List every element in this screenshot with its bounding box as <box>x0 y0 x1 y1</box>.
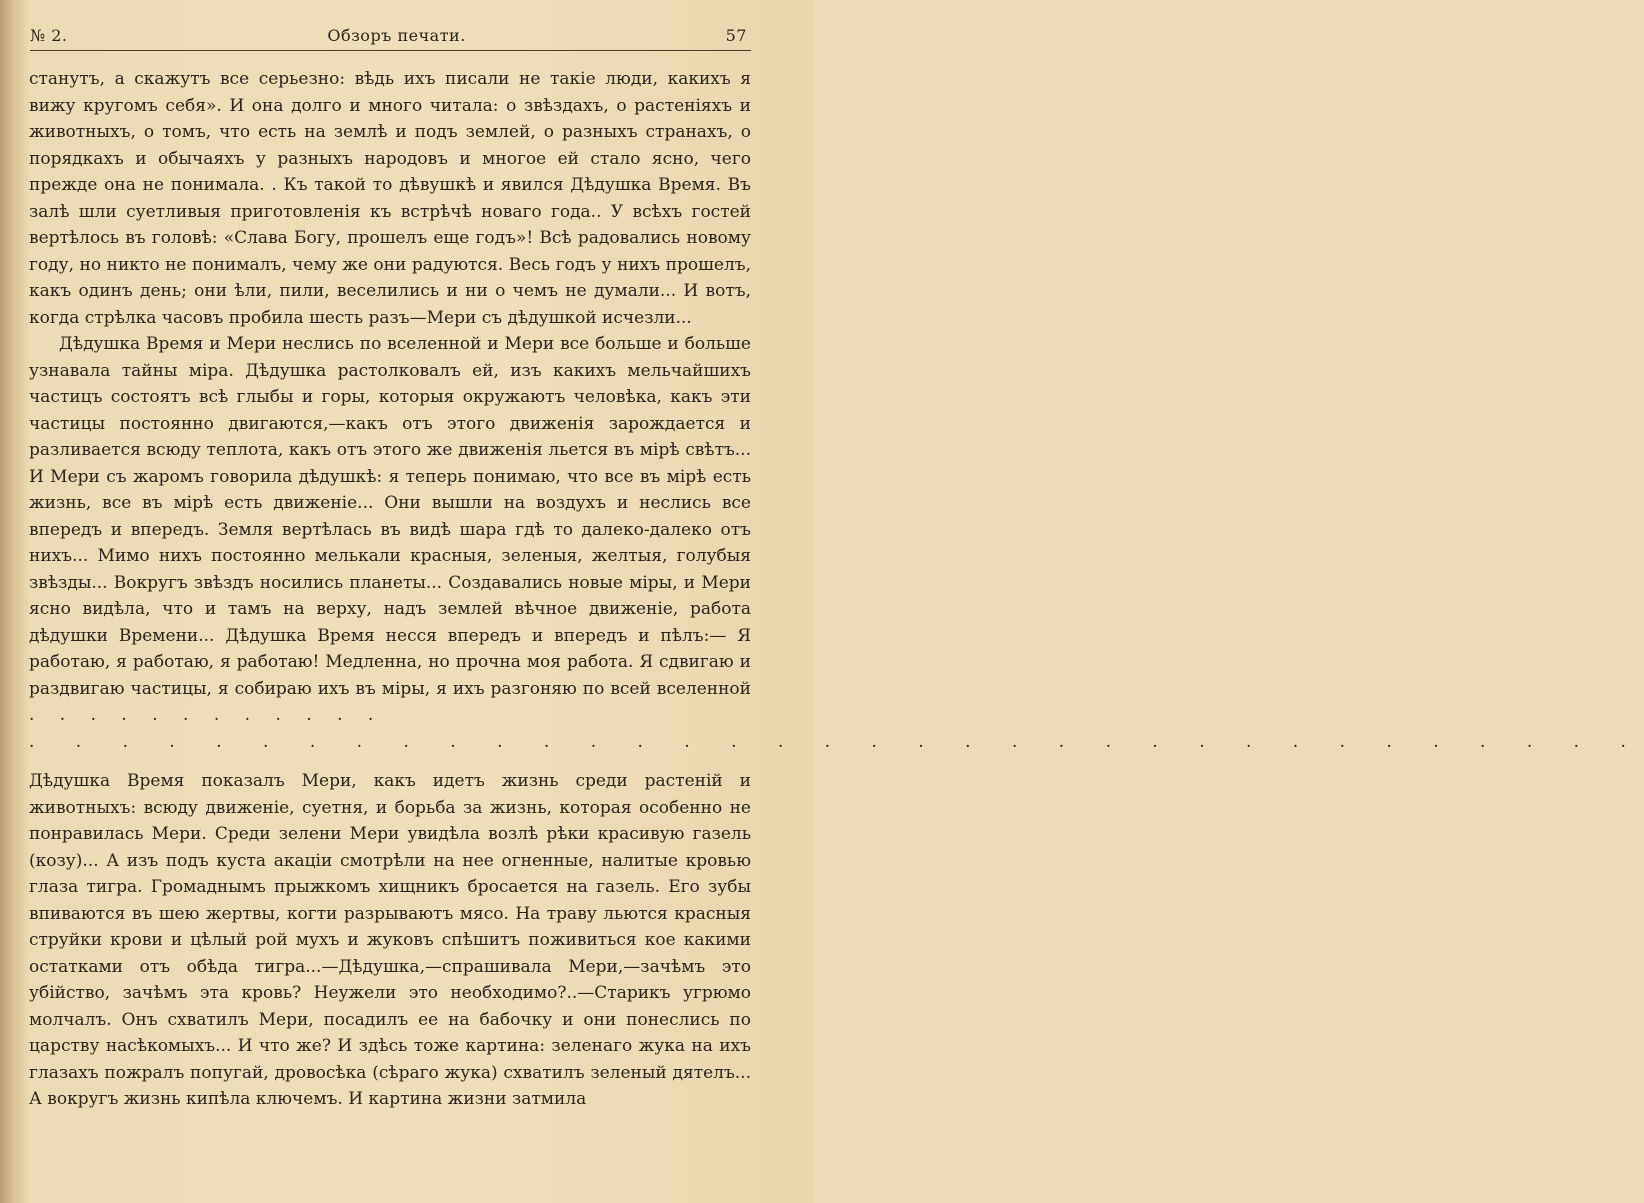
page-number: 57 <box>725 25 747 45</box>
body-text <box>29 66 1644 1113</box>
paragraph: станутъ, а скажутъ все серьезно: вѣдь ихъ писали не такіе люди, какихъ я вижу кругомъ себя». И она долго и много читала: о звѣздахъ, о растеніяхъ и животныхъ, о томъ, что есть на землѣ и подъ землей, о разныхъ странахъ, о порядкахъ и обычаяхъ у разныхъ народовъ и многое ей стало ясно, чего прежде она не понимала. . Къ такой то дѣвушкѣ и явился Дѣдушка Время. Въ залѣ шли суетливыя приготовленія къ встрѣчѣ новаго года.. У всѣхъ гостей вертѣлось въ головѣ: «Слава Богу, прошелъ еще годъ»! Всѣ радовались новому году, но никто не понималъ, чему же они радуются. Весь годъ у нихъ прошелъ, какъ одинъ день; они ѣли, пили, веселились и ни о чемъ не думали... И вотъ, когда стрѣлка часовъ пробила шесть разъ—Мери съ дѣдушкой исчезли... <box>29 69 751 328</box>
section-title: Обзоръ печати. <box>327 25 466 45</box>
ellipsis-dots: . . . . . . . . . . . . <box>29 705 384 725</box>
header-rule <box>30 50 751 51</box>
section-break-dots: . . . . . . . . . . . . . . . . . . . . . . . . . . . . . . . . . . . <box>29 731 1644 752</box>
running-header <box>30 22 747 48</box>
issue-number: № 2. <box>30 25 68 45</box>
paragraph <box>29 331 751 729</box>
paragraph: Дѣдушка Время показалъ Мери, какъ идетъ жизнь среди растеній и животныхъ: всюду движеніе, суетня, и борьба за жизнь, которая особенно не понравилась Мери. Среди зелени Мери увидѣла возлѣ рѣки красивую газель (козу)... А изъ подъ куста акаціи смотрѣли на нее огненные, налитые кровью глаза тигра. Громаднымъ прыжкомъ хищникъ бросается на газель. Его зубы впиваются въ шею жертвы, когти разрываютъ мясо. На траву льются красныя струйки крови и цѣлый рой мухъ и жуковъ спѣшитъ поживиться кое какими остатками отъ обѣда тигра...—Дѣдушка,—спрашивала Мери,—зачѣмъ это убійство, зачѣмъ эта кровь? Неужели это необходимо?..—Старикъ угрюмо молчалъ. Онъ схватилъ Мери, посадилъ ее на бабочку и они понеслись по царству насѣкомыхъ... И что же? И здѣсь тоже картина: зеленаго жука на ихъ глазахъ пожралъ попугай, дровосѣка (сѣраго жука) схватилъ зеленый дятелъ... А вокругъ жизнь кипѣла ключемъ. И картина жизни затмила <box>29 771 751 1109</box>
section-spacer <box>29 755 751 768</box>
paragraph-text: Дѣдушка Время и Мери неслись по вселенной и Мери все больше и больше узнавала тайны міра. Дѣдушка растолковалъ ей, изъ какихъ мельчайшихъ частицъ состоятъ всѣ глыбы и горы, которыя окружаютъ человѣка, какъ эти частицы постоянно двигаются,—какъ отъ этого движенія зарождается и разливается всюду теплота, какъ отъ этого же движенія льется въ мірѣ свѣтъ... И Мери съ жаромъ говорила дѣдушкѣ: я теперь понимаю, что все въ мірѣ есть жизнь, все въ мірѣ есть движеніе... Они вышли на воздухъ и неслись все впередъ и впередъ. Земля вертѣлась въ видѣ шара гдѣ то далеко-далеко отъ нихъ... Мимо нихъ постоянно мелькали красныя, зеленыя, желтыя, голубыя звѣзды... Вокругъ звѣздъ носились планеты... Создавались новые міры, и Мери ясно видѣла, что и тамъ на верху, надъ землей вѣчное движеніе, работа дѣдушки Времени... Дѣдушка Время несся впередъ и впередъ и пѣлъ:— Я работаю, я работаю, я работаю! Медленна, но прочна моя работа. Я сдвигаю и раздвигаю частицы, я собираю ихъ въ міры, я ихъ разгоняю по всей вселенной <box>29 334 751 699</box>
